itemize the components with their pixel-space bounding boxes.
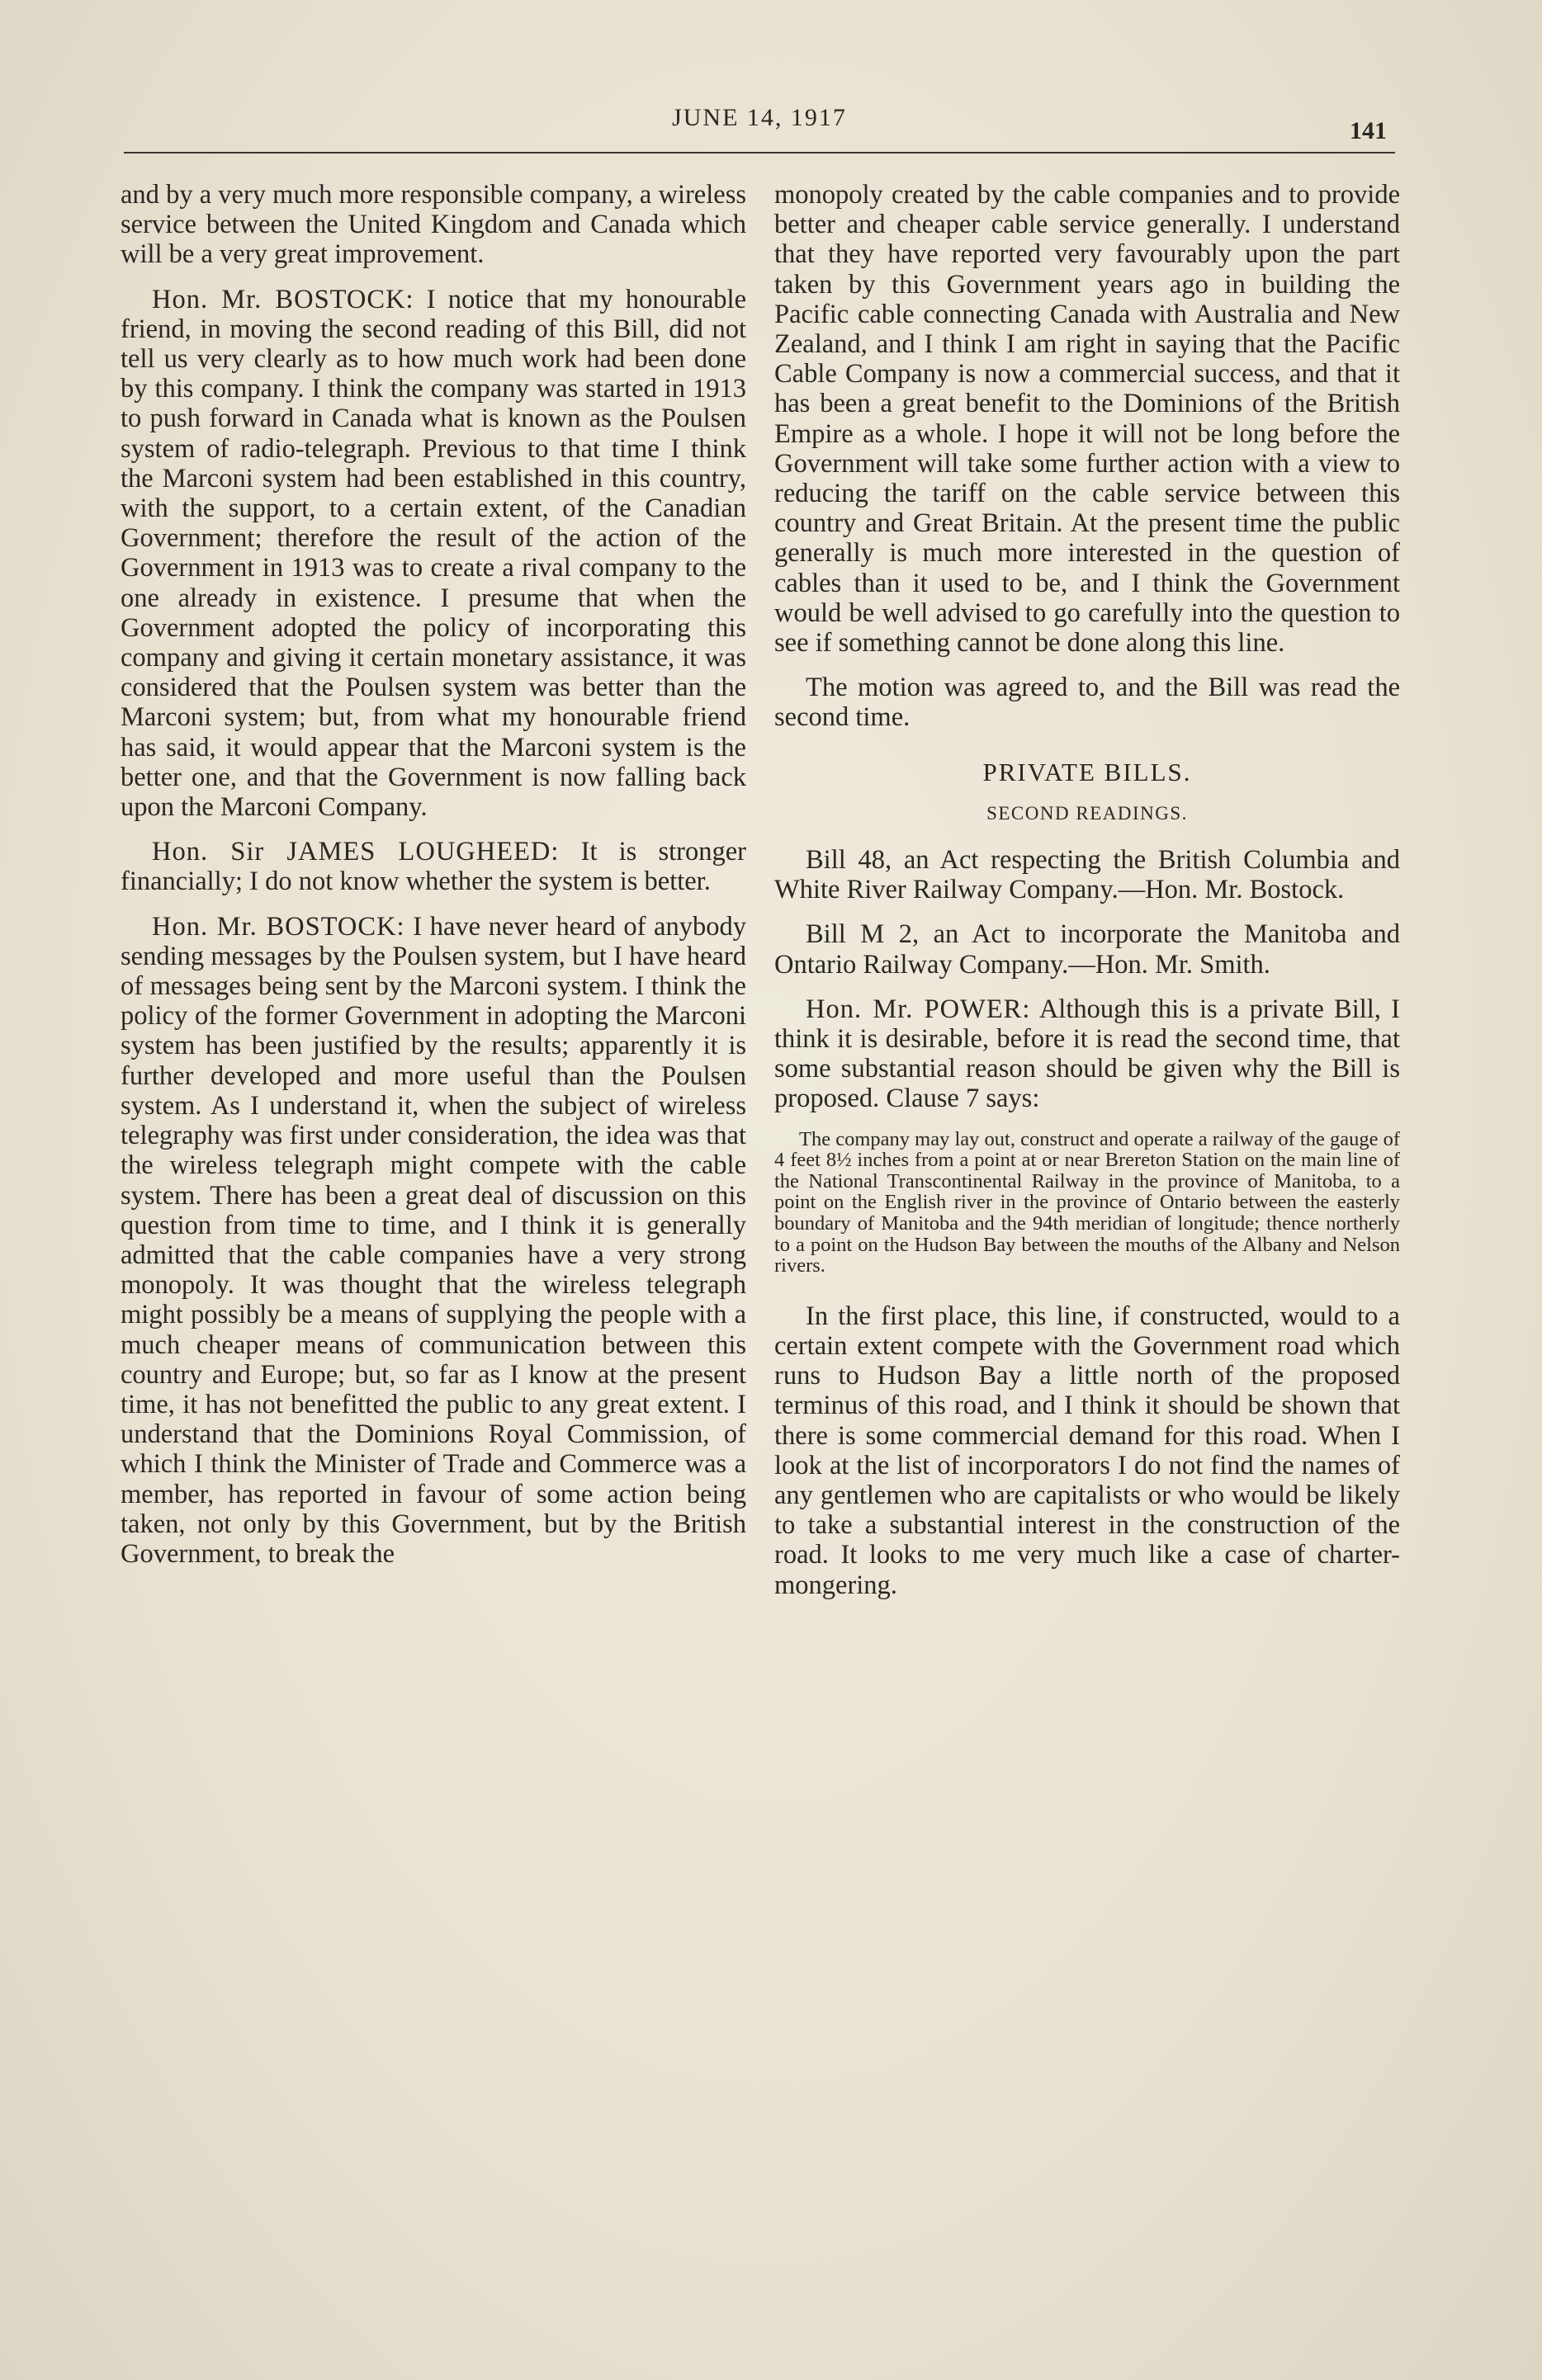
speaker-name: Hon. Mr. BOSTOCK:	[152, 284, 414, 314]
paragraph: monopoly created by the cable companies and to provide better and cheaper cable service generally. I understand that they have reported very favourably upon the part taken by this Government years ago in building the Pacific cable connecting Canada with Australia and New Zealand, and I think I am right in saying that the Pacific Cable Company is now a commercial success, and that it has been a great benefit to the Dominions of the British Empire as a whole. I hope it will not be long before the Government will take some further action with a view to reducing the tariff on the cable service between this country and Great Britain. At the present time the public generally is much more interested in the question of cables than it used to be, and I think the Government would be well advised to go carefully into the question to see if something cannot be done along this line.	[774, 180, 1400, 659]
page-header	[124, 97, 1395, 147]
paragraph: In the first place, this line, if constructed, would to a certain extent compete with the Government road which runs to Hudson Bay a little north of the proposed terminus of this road, and I think it should be shown that there is some commercial demand for this road. When I look at the list of incorporators I do not find the names of any gentlemen who are capitalists or who would be likely to take a substantial interest in the construction of the road. It looks to me very much like a case of charter-mongering.	[774, 1301, 1400, 1600]
paragraph: Hon. Mr. POWER: Although this is a private Bill, I think it is desirable, before it is read the second time, that some substantial reason should be given why the Bill is proposed. Clause 7 says:	[774, 994, 1400, 1114]
paragraph: Hon. Mr. BOSTOCK: I notice that my honourable friend, in moving the second reading of this Bill, did not tell us very clearly as to how much work had been done by this company. I think the company was started in 1913 to push forward in Canada what is known as the Poulsen system of radio-telegraph. Previous to that time I think the Marconi system had been established in this country, with the support, to a certain extent, of the Canadian Government; therefore the result of the action of the Government in 1913 was to create a rival company to the one already in existence. I presume that when the Government adopted the policy of incorporating this company and giving it certain monetary assistance, it was considered that the Poulsen system was better than the Marconi system; but, from what my honourable friend has said, it would appear that the Marconi system is the better one, and that the Government is now falling back upon the Marconi Company.	[121, 284, 747, 823]
paragraph: Hon. Sir JAMES LOUGHEED: It is stronger financially; I do not know whether the system is better.	[121, 837, 747, 897]
speaker-name: Hon. Mr. BOSTOCK:	[152, 911, 405, 942]
paragraph: The motion was agreed to, and the Bill was read the second time.	[774, 673, 1400, 733]
speaker-name: Hon. Mr. POWER:	[806, 994, 1031, 1024]
header-rule	[124, 152, 1395, 153]
speaker-name: Hon. Sir JAMES LOUGHEED:	[152, 837, 560, 867]
bill-entry: Bill M 2, an Act to incorporate the Manitoba and Ontario Railway Company.—Hon. Mr. Smith.	[774, 919, 1400, 980]
paragraph: and by a very much more responsible company, a wireless service between the United Kingdom and Canada which will be a very great improvement.	[121, 180, 746, 270]
left-column	[121, 180, 746, 1584]
right-column	[774, 180, 1400, 1615]
bill-entry: Bill 48, an Act respecting the British Columbia and White River Railway Company.—Hon. Mr. Bostock.	[774, 845, 1400, 905]
page-number: 141	[1350, 117, 1387, 144]
block-quote: The company may lay out, construct and operate a railway of the gauge of 4 feet 8½ inches from a point at or near Brereton Station on the main line of the National Transcontinental Railway in the province of Manitoba, to a point on the English river in the province of Ontario between the easterly boundary of Manitoba and the 94th meridian of longitude; thence northerly to a point on the Hudson Bay between the mouths of the Albany and Nelson rivers.	[774, 1127, 1400, 1277]
section-heading: PRIVATE BILLS.	[982, 757, 1192, 786]
page-date: JUNE 14, 1917	[672, 104, 847, 131]
paragraph: Hon. Mr. BOSTOCK: I have never heard of anybody sending messages by the Poulsen system, but I have heard of messages being sent by the Marconi system. I think the policy of the former Government in adopting the Marconi system has been justified by the results; apparently it is further developed and more useful than the Poulsen system. As I understand it, when the subject of wireless telegraphy was first under consideration, the idea was that the wireless telegraph might compete with the cable system. There has been a great deal of discussion on this question from time to time, and I think it is generally admitted that the cable companies have a very strong monopoly. It was thought that the wireless telegraph might possibly be a means of supplying the people with a much cheaper means of communication between this country and Europe; but, so far as I know at the present time, it has not benefitted the public to any great extent. I understand that the Dominions Royal Commission, of which I think the Minister of Trade and Commerce was a member, has reported in favour of some action being taken, not only by this Government, but by the British Government, to break the	[121, 911, 746, 1569]
section-subheading: SECOND READINGS.	[986, 802, 1188, 824]
